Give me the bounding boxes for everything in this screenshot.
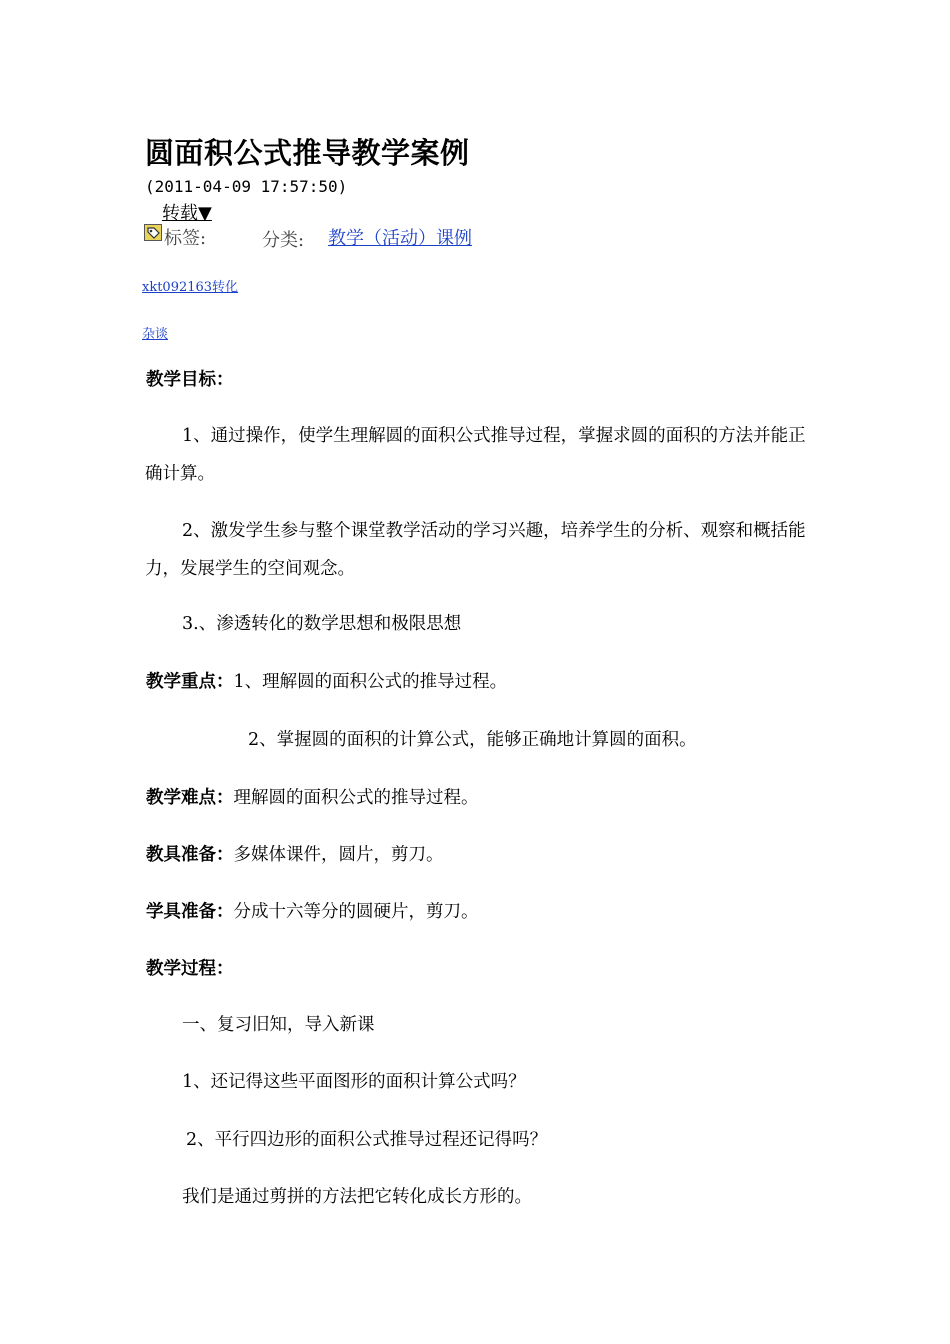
difficulty-label: 教学难点： <box>146 788 234 808</box>
goal-3: 3.、渗透转化的数学思想和极限思想 <box>182 614 462 634</box>
key-points-label: 教学重点： <box>146 672 234 692</box>
tag-link-misc[interactable]: 杂谈 <box>142 327 169 342</box>
tag-icon <box>144 224 162 241</box>
post-date: (2011-04-09 17:57:50) <box>145 177 348 196</box>
category-label: 分类: <box>262 230 305 251</box>
question-1: 1、还记得这些平面图形的面积计算公式吗？ <box>182 1072 526 1092</box>
page-title: 圆面积公式推导教学案例 <box>145 136 470 170</box>
student-tools <box>146 893 479 931</box>
difficulty-text: 理解圆的面积公式的推导过程。 <box>233 788 479 808</box>
repost-button[interactable]: 转载▼ <box>162 203 212 224</box>
tag-link-convert[interactable]: xkt092163转化 <box>142 280 239 295</box>
step-1: 一、复习旧知，导入新课 <box>182 1015 375 1035</box>
category-link[interactable]: 教学（活动）课例 <box>328 228 472 249</box>
teacher-tools-label: 教具准备： <box>146 845 234 865</box>
goals-heading: 教学目标： <box>146 370 234 390</box>
difficulty <box>146 779 479 817</box>
student-tools-label: 学具准备： <box>146 902 234 922</box>
answer-text: 我们是通过剪拼的方法把它转化成长方形的。 <box>182 1187 532 1207</box>
process-heading: 教学过程： <box>146 959 234 979</box>
question-2: 2、平行四边形的面积公式推导过程还记得吗？ <box>186 1130 548 1150</box>
teacher-tools-text: 多媒体课件，圆片，剪刀。 <box>233 845 444 865</box>
teacher-tools <box>146 836 444 874</box>
key-points <box>146 663 507 701</box>
goal-1: 1、通过操作，使学生理解圆的面积公式推导过程，掌握求圆的面积的方法并能正确计算。 <box>145 426 806 484</box>
key-point-1: 1、理解圆的面积公式的推导过程。 <box>233 672 508 692</box>
goal-2: 2、激发学生参与整个课堂教学活动的学习兴趣，培养学生的分析、观察和概括能力，发展学生的空间观念。 <box>145 521 806 579</box>
student-tools-text: 分成十六等分的圆硬片，剪刀。 <box>233 902 479 922</box>
key-point-2: 2、掌握圆的面积的计算公式，能够正确地计算圆的面积。 <box>248 730 697 750</box>
tag-label: 标签: <box>164 228 207 249</box>
